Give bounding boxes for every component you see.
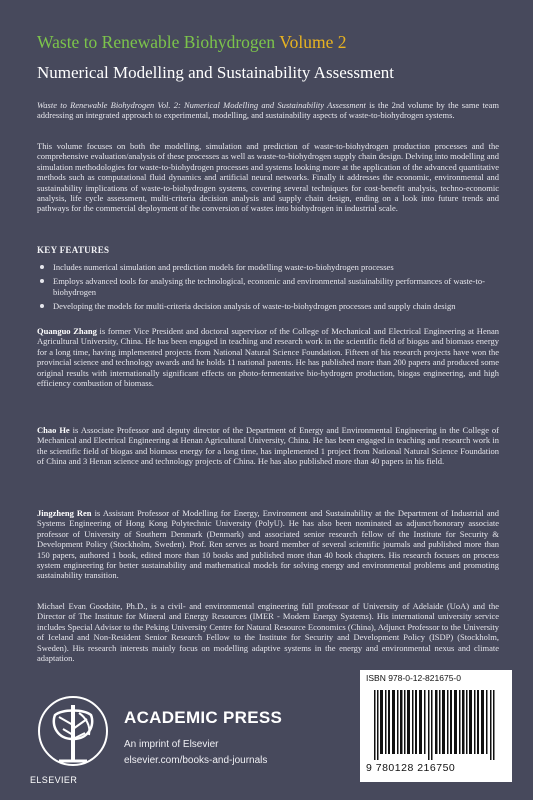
intro-paragraph [37, 100, 499, 121]
elsevier-logo-label: ELSEVIER [30, 775, 78, 785]
author-name: Quanguo Zhang [37, 326, 97, 336]
key-feature-item: Employs advanced tools for analysing the technological, economic and environmental sustainability performances of waste-to-biohydrogen [37, 276, 499, 297]
author-bio-he [37, 425, 499, 467]
volume-label: Volume 2 [279, 32, 347, 52]
author-bio-text: Michael Evan Goodsite, Ph.D., is a civil- and environmental engineering full professor of University of Adelaide (UoA) and the Director of The Institute for Mineral and Energy Resources (IMER - Modern Energy Systems). His international university service includes Special Advisor to the Peking University Centre for Natural Resource Economics (China), Adjunct Professor to the University of Iceland and Non-Resident Senior Research Fellow to the Institute for Security and Development Policy (ISDP) (Stockholm, Sweden). His research interests mainly focus on modelling adaptive systems in the energy and environmental nexus and climate adaptation. [37, 601, 499, 664]
author-bio-text: is Associate Professor and deputy director of the Department of Energy and Environmental Engineering in the College of Mechanical and Electrical Engineering at Henan Agricultural University, China. He has been engaged in teaching and research work in the scientific field of biogas and biomass energy for a long time, has implemented 1 project from National Natural Science Foundation of China and 3 Henan science and technology projects of China. He has also published more than 40 papers in his field. [37, 425, 500, 467]
elsevier-tree-logo-icon [33, 695, 113, 773]
publisher-imprint: An imprint of Elsevier [124, 739, 219, 750]
series-title [37, 32, 347, 53]
author-bio-goodsite [37, 601, 499, 663]
key-features-heading: KEY FEATURES [37, 245, 110, 255]
intro-italic-title: Waste to Renewable Biohydrogen Vol. 2: Numerical Modelling and Sustainability Assessment [37, 100, 366, 110]
author-name: Chao He [37, 425, 70, 435]
barcode-icon [374, 690, 498, 760]
description-paragraph: This volume focuses on both the modelling, simulation and prediction of waste-to-biohydrogen production processes and the comprehensive evaluation/analysis of these processes as well as waste-to-biohydrogen supply chain design. Delving into modelling and simulation methodologies for waste-to-biohydrogen processes and systems looking more at the application of the advanced quantitative methods such as computational fluid dynamics and artificial neural networks. Finally it addresses the economic, environmental and sustainability implications of waste-to-biohydrogen systems, covering several techniques for cost-benefit analysis, techno-economic analysis, life cycle assessment, multi-criteria decision analysis and supply chain design, ending on a look into future trends and pathways for the commercial deployment of the conversion of wastes into biohydrogen in industrial scale. [37, 141, 499, 214]
series-name: Waste to Renewable Biohydrogen [37, 32, 276, 52]
book-subtitle: Numerical Modelling and Sustainability Assessment [37, 63, 394, 82]
author-bio-ren [37, 508, 499, 581]
author-bio-text: is former Vice President and doctoral supervisor of the College of Mechanical and Electrical Engineering at Henan Agricultural University, China. He has been engaged in teaching and research work in the scientific field of biogas and biomass energy for a long time, having implemented projects from National Natural Science Foundation. Fifteen of his research projects have won the provincial science and technology awards and he holds 11 national patents. He has published more than 200 papers and produced some original results with internationally significant effects on photo-fermentative bio-hydrogen production, biogas engineering, and high efficiency combustion of biomass. [37, 326, 499, 389]
isbn-label: ISBN 978-0-12-821675-0 [366, 673, 461, 683]
publisher-url: elsevier.com/books-and-journals [124, 755, 268, 766]
author-bio-text: is Assistant Professor of Modelling for Energy, Environment and Sustainability at the Department of Industrial and Systems Engineering of Hong Kong Polytechnic University (PolyU). He has also been nominated as adjunct/honorary associate professor of University of Southern Denmark (Denmark) and associated senior research fellow of the Institute for Security & Development Policy (Stockholm, Sweden). Prof. Ren serves as board member of several scientific journals and published more than 150 papers, authored 1 book, edited more than 10 books and published more than 40 book chapters. His research focuses on process system engineering for better sustainability and mathematical models for solving energy and environmental problems and promoting sustainability transition. [37, 508, 500, 581]
author-bio-zhang [37, 326, 499, 388]
publisher-name: ACADEMIC PRESS [124, 708, 283, 727]
key-feature-item: Includes numerical simulation and prediction models for modelling waste-to-biohydrogen processes [37, 262, 499, 272]
key-features-list [37, 262, 499, 316]
intro-text: is the 2nd volume by the same team addressing an integrated approach to experimental, modelling, and sustainability aspects of waste-to-biohydrogen systems. [37, 100, 499, 121]
author-name: Jingzheng Ren [37, 508, 92, 518]
barcode-number: 9 780128 216750 [366, 762, 456, 774]
key-feature-item: Developing the models for multi-criteria decision analysis of waste-to-biohydrogen processes and supply chain design [37, 301, 499, 311]
barcode-panel [360, 670, 512, 782]
